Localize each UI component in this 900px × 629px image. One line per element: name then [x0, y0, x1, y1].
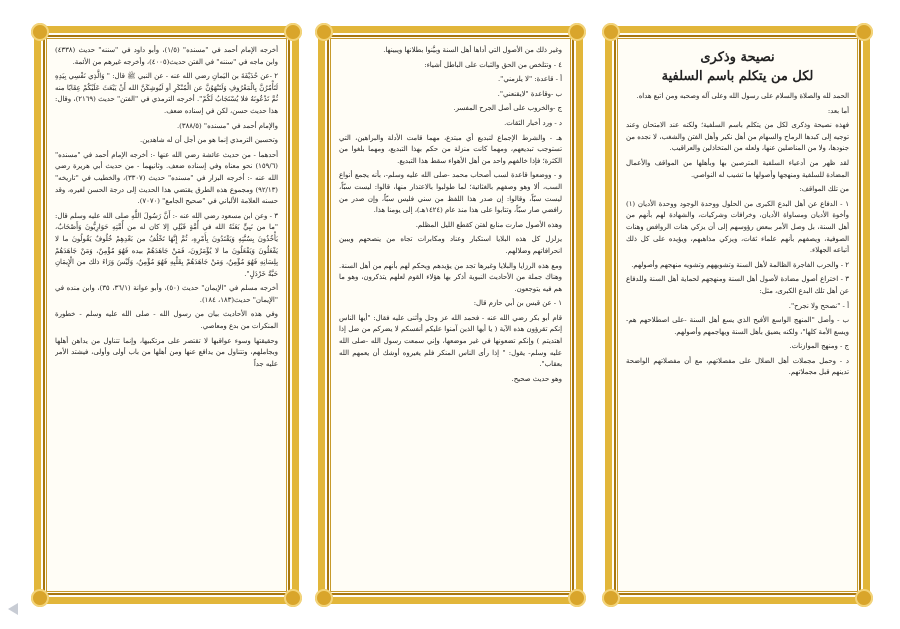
paragraph: أخرجه الإمام أحمد في "مسنده" (١/٥)، وأبو داود في "سننه" حديث (٤٣٣٨) وابن ماجه في "سننه" في الفتن حديث(٤٠٠٥)، وأخرجه غيرهم من الأئمة. — [55, 46, 278, 66]
paragraph: وتحسين الترمذي إنما هو من أجل أن له شاهدين. — [140, 136, 278, 145]
paragraph: وحقيقتها وسوء عواقبها لا تقتصر على مرتكبيها، وإنما تتناول من يداهن أهلها وبجاملهم، وتتناول من يدافع عنها ومن أهلها من باب أولى وأولى، فيشتد الأمر عليه جداً — [55, 336, 278, 368]
ornament-corner-icon — [602, 23, 620, 41]
paragraph: الحمد لله والصلاة والسلام على رسول الله وعلى آله وصحبه ومن اتبع هداه. — [636, 92, 849, 100]
paragraph: ومع هذه الرزايا والبلايا وغيرها تجد من يؤيدهم ويحكم لهم بأنهم من أهل السنة. وهناك جملة من الأحاديث النبوية أذكر بها هؤلاء القوم لعلهم يتذكرون، وهو ما هم فيه يتوجعون. — [339, 261, 562, 293]
paragraph: ١ - عن قيس بن أبي حازم قال: — [473, 299, 562, 308]
ornament-corner-icon — [855, 589, 873, 607]
paragraph: وهذه الأصول صارت منابع لفتن كقطع الليل المظلم. — [415, 220, 562, 229]
paragraph: وغير ذلك من الأصول التي أداها أهل السنة وبيَّنوا بطلانها ويبينها. — [383, 46, 562, 54]
paragraph: د - وحمل مجملات أهل الضلال على مفصلاتهم، مع أن مفصلاتهم الواضحة تدينهم قبل مجملاتهم. — [626, 356, 849, 377]
page-panel-left — [34, 26, 299, 604]
paragraph: وهو حديث صحيح. — [511, 374, 562, 383]
document-subtitle: لكل من يتكلم باسم السلفية — [661, 69, 814, 84]
ornament-corner-icon — [315, 589, 333, 607]
paragraph: أخرجه مسلم في "الإيمان" حديث (٥٠)، وأبو عوانة (٣٦/١، ٣٥)، وابن منده في "الإيمان" حديث(١٨٣، ١٨٤). — [55, 284, 278, 304]
left-arrow-icon[interactable] — [8, 603, 18, 615]
paragraph: ٤ - وتتلخص من الحق والثبات على الباطل أشياء: — [424, 60, 562, 69]
paragraph: ب - وأصل "المنهج الواسع الأفيح الذي يسع أهل السنة -على اصطلاحهم هم- ويسع الأمة كلها"، ولكنه يضيق بأهل السنة ويهاجمهم وأصولهم. — [626, 316, 849, 336]
paragraph: من تلك المواقف: — [799, 185, 849, 194]
page-panel-right — [605, 26, 870, 604]
paragraph: قام أبو بكر رضي الله عنه - فحمد الله عز وجل وأثنى عليه فقال: "أيها الناس إنكم تقرؤون هذه الآية ( يا أيها الذين آمنوا عليكم أنفسكم لا يضركم من ضل إذا اهتديتم ) وإنكم تضعونها في غير موضعها، وإني سمعت رسول الله -صلى الله عليه وسلم- يقول: " إذا رأى الناس المنكر فلم يغيروه أوشك أن يعمهم الله بعقاب". — [339, 313, 562, 369]
paragraph: يزلزل كل هذه البلايا استكبار وعناد ومكابرات تجاه من ينصحهم ويبين انحرافاتهم وضلالهم. — [339, 235, 562, 255]
ornament-corner-icon — [284, 589, 302, 607]
paragraph: أما بعد: — [827, 106, 849, 115]
ornament-corner-icon — [31, 589, 49, 607]
paragraph: أ - "نصحح ولا نجرح". — [788, 301, 849, 310]
paragraph: ج -والخروب على أصل الجرح المفسر. — [453, 104, 562, 113]
paragraph: ب -وقاعدة "لايقنعني". — [497, 89, 562, 98]
document-title: نصيحة وذكرى — [700, 50, 775, 65]
paragraph: أ - قاعدة: "لا يلزمني". — [497, 75, 562, 84]
paragraph: و - ووضعوا قاعدة لسب أصحاب محمد -صلى الله عليه وسلم-، بأنه يجمع أنواع السب، ألا وهو وصفهم بالغثائية؛ لما طولبوا بالاعتذار منها، قالوا: ليست سبّاً، ليست سبّاً، وقالوا: إن صدر هذا اللفظ من سني فليس سبّاً، وإن صدر من رافضي صار سبّاً، وتتابوا على هذا منذ عام (١٤٢٤هـ)، إلى يومنا هذا. — [339, 171, 562, 215]
paragraph: هـ - والشرط الإجماع لتبديع أي مبتدع، مهما قامت الأدلة والبراهين، التي تستوجب تبديعهم، ومهما كانت منزلة من حكم بهذا التبديع، ومهما بلغوا من الكثرة؛ فإذا خالفهم واحد من أهل الأهواء سقط هذا التبديع. — [339, 133, 562, 165]
ornament-corner-icon — [568, 23, 586, 41]
paragraph: والإمام أحمد في "مسنده" (٣٨٨/٥). — [176, 121, 278, 130]
paragraph: د - ورد أخبار الثقات. — [504, 118, 562, 127]
paragraph: ج - ومنهج الموازنات. — [789, 342, 849, 351]
paragraph: ٣ - اختراع أصول مضادة لأصول أهل السنة ومنهجهم لحماية أهل السنة وللدفاع عن أهل تلك البدع الكبرى، مثل: — [626, 275, 849, 295]
page-text-right — [626, 45, 849, 585]
paragraph: لقد ظهر من أدعياء السلفية المترصين بها وبأهلها من المواقف والأعمال المضادة للسلفية ومنهجها وأصولها ما تشيب له النواصي. — [626, 158, 849, 179]
ornament-corner-icon — [31, 23, 49, 41]
ornament-corner-icon — [568, 589, 586, 607]
ornament-corner-icon — [855, 23, 873, 41]
ornament-corner-icon — [315, 23, 333, 41]
page-panel-middle — [318, 26, 583, 604]
paragraph: فهذه نصيحة وذكرى لكل من يتكلم باسم السلفية؛ ولكنه عند الامتحان وعند توجيه إلى كبدها الرماح والسهام من أهل نكير وأهل الفتن والشغب، لا نجده من جنودها، ولا من المناضلين عنها، ولعله من المتخاذلين والعراقيب. — [626, 121, 849, 153]
ornament-corner-icon — [284, 23, 302, 41]
paragraph: ١ - الدفاع عن أهل البدع الكبرى من الحلول ووحدة الوجود ووحدة الأديان (١) وأخوة الأديان ومساواة الأديان، وخرافات وشركيات، والشهادة لهم بأنهم من أهل السنة، بل وصل الأمر ببعض رؤوسهم إلى أن يزكي هنات الروافض وهنات الصوفية، ويصفهم بأنهم علماء ثقات، ويزكي مذاهبهم، ويؤيده على كل ذلك أتباعه الجهلاء. — [626, 199, 849, 255]
ornament-corner-icon — [602, 589, 620, 607]
paragraph: ٢ - والحرب الفاجرة الظالمة لأهل السنة وتشويههم وتشويه منهجهم وأصولهم. — [631, 260, 849, 269]
page-text-left — [55, 45, 278, 585]
paragraph: ٢ -عن حُذَيْفَةَ بن اليَمانِ رضي الله عنه - عن النبي ﷺ قال: " وَالَّذِي نَفْسِي بِيَدِهِ لَتَأْمُرُنَّ بِالْمَعْرُوفِ وَلَتَنْهَوُنَّ عن الْمُنْكَرِ أو لَيُوشِكَنَّ الله أَنْ يَبْعَثَ عَلَيْكُمْ عِقَابًا منه ثُمَّ تَدْعُونَهُ فلا يُسْتَجَابُ لَكُمْ". أخرجه الترمذي في "الفتن" حديث (٢١٦٩)، وقال: هذا حديث حسن، لكن في إسناده ضعف. — [55, 72, 278, 115]
paragraph: ٣ - وعن ابن مسعود رضي الله عنه -: أَنَّ رَسُولَ اللَّهِ صلى الله عليه وسلم قال: "ما من نَبِيٍّ بَعَثَهُ الله في أُمَّةٍ قَبْلِي إلا كان له من أُمَّتِهِ حَوَارِيُّونَ وَأَصْحَابٌ، يَأْخُذُونَ بِسُنَّتِهِ وَيَقْتَدُونَ بِأَمْرِهِ، ثُمَّ إِنَّهَا تَخْلُفُ من بَعْدِهِمْ خُلُوفٌ يَقُولُونَ ما لا يَفْعَلُونَ وَيَفْعَلُونَ ما لا يُؤْمَرُونَ، فَمَنْ جَاهَدَهُمْ بيده فَهُوَ مُؤْمِنٌ، وَمَنْ جَاهَدَهُمْ بِلِسَانِهِ فَهُوَ مُؤْمِنٌ، وَمَنْ جَاهَدَهُمْ بِقَلْبِهِ فَهُوَ مُؤْمِنٌ، وَلَيْسَ وَرَاءَ ذلك من الْإِيمَانِ حَبَّةُ خَرْدَلٍ". — [55, 211, 278, 278]
page-text-middle — [339, 45, 562, 585]
paragraph: وفي هذه الأحاديث بيان من رسول الله - صلى الله عليه وسلم - خطورة المنكرات من بدع ومعاصي. — [55, 310, 278, 331]
paragraph: أحدهما - من حديث عائشة رضي الله عنها -: أخرجه الإمام أحمد في "مسنده" (١٥٩/٦) نحو معناه وفي إسناده ضعف. وثانيهما - من حديث أبي هريرة رضي الله عنه -: أخرجه البزار في "مسنده" حديث (٣٣٠٧)، والخطيب في "تاريخه" (٩٢/١٣) ومجموع هذه الطرق يقتضي هذا الحديث إلى درجة الحسن لغيره، وقد حسنه العلامة الألباني في "صحيح الجامع" (٧٠٧٠). — [55, 150, 278, 206]
